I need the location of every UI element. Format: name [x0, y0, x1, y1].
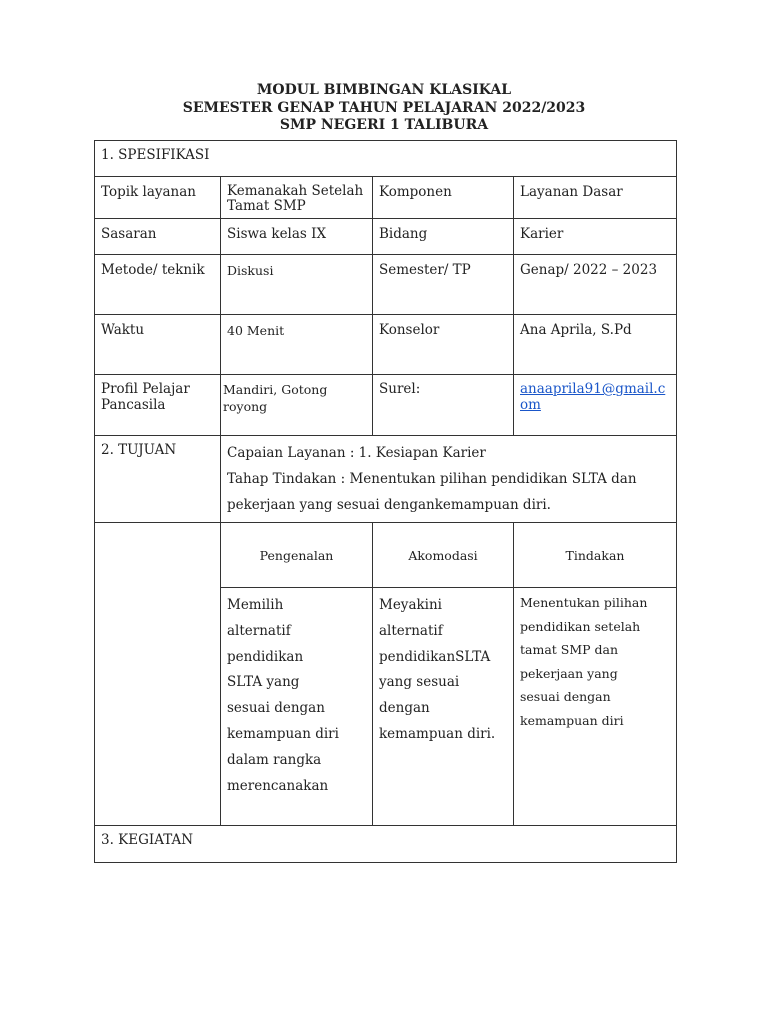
document-subtitle-school: SMP NEGERI 1 TALIBURA [279, 117, 489, 133]
metode-value: Diskusi [227, 263, 274, 278]
document-subtitle-semester: SEMESTER GENAP TAHUN PELAJARAN 2022/2023 [182, 100, 586, 116]
waktu-value: 40 Menit [227, 323, 285, 338]
capaian-layanan-text: Capaian Layanan : 1. Kesiapan Karier [227, 445, 486, 461]
sasaran-value: Siswa kelas IX [227, 226, 327, 242]
komponen-label: Komponen [379, 184, 452, 200]
section-heading-kegiatan: 3. KEGIATAN [101, 832, 194, 848]
section-kegiatan-row [95, 826, 677, 863]
table-row [95, 219, 677, 255]
tahap-tindakan-text: Tahap Tindakan : Menentukan pilihan pendidikan SLTA dan pekerjaan yang sesuai dengankemampuan diri. [227, 471, 637, 513]
metode-label: Metode/ teknik [101, 262, 205, 278]
section-heading-tujuan: 2. TUJUAN [101, 442, 177, 458]
surel-label: Surel: [379, 381, 421, 397]
module-table [94, 140, 677, 863]
semester-label: Semester/ TP [379, 262, 471, 278]
komponen-value: Layanan Dasar [520, 184, 623, 200]
bidang-label: Bidang [379, 226, 428, 242]
table-row [95, 255, 677, 315]
section-tujuan-row [95, 436, 677, 523]
topik-value: Kemanakah Setelah Tamat SMP [227, 183, 364, 214]
topik-label: Topik layanan [101, 184, 196, 200]
profil-label: Profil Pelajar Pancasila [101, 381, 190, 413]
document-title: MODUL BIMBINGAN KLASIKAL [256, 82, 512, 98]
semester-value: Genap/ 2022 – 2023 [520, 262, 658, 278]
profil-value: Mandiri, Gotong royong [223, 382, 328, 414]
email-link[interactable]: anaaprila91@gmail.com [520, 381, 666, 413]
table-row [95, 523, 677, 588]
table-row [95, 315, 677, 375]
konselor-label: Konselor [379, 322, 440, 338]
konselor-value: Ana Aprila, S.Pd [520, 322, 632, 338]
waktu-label: Waktu [101, 322, 145, 338]
column-header-tindakan: Tindakan [565, 547, 625, 563]
sasaran-label: Sasaran [101, 226, 157, 242]
section-spesifikasi-row [95, 141, 677, 177]
column-header-akomodasi: Akomodasi [408, 547, 478, 563]
bidang-value: Karier [520, 226, 564, 242]
pengenalan-text: Memilih alternatif pendidikan SLTA yang sesuai dengan kemampuan diri dalam rangka merencanakan [227, 597, 339, 794]
tindakan-text: Menentukan pilihan pendidikan setelah tamat SMP dan pekerjaan yang sesuai dengan kemampuan diri [520, 595, 648, 728]
akomodasi-text: Meyakini alternatif pendidikanSLTA yang sesuai dengan kemampuan diri. [379, 597, 496, 742]
table-row [95, 375, 677, 436]
column-header-pengenalan: Pengenalan [259, 547, 334, 563]
section-heading-spesifikasi: 1. SPESIFIKASI [101, 147, 210, 163]
table-row [95, 177, 677, 219]
